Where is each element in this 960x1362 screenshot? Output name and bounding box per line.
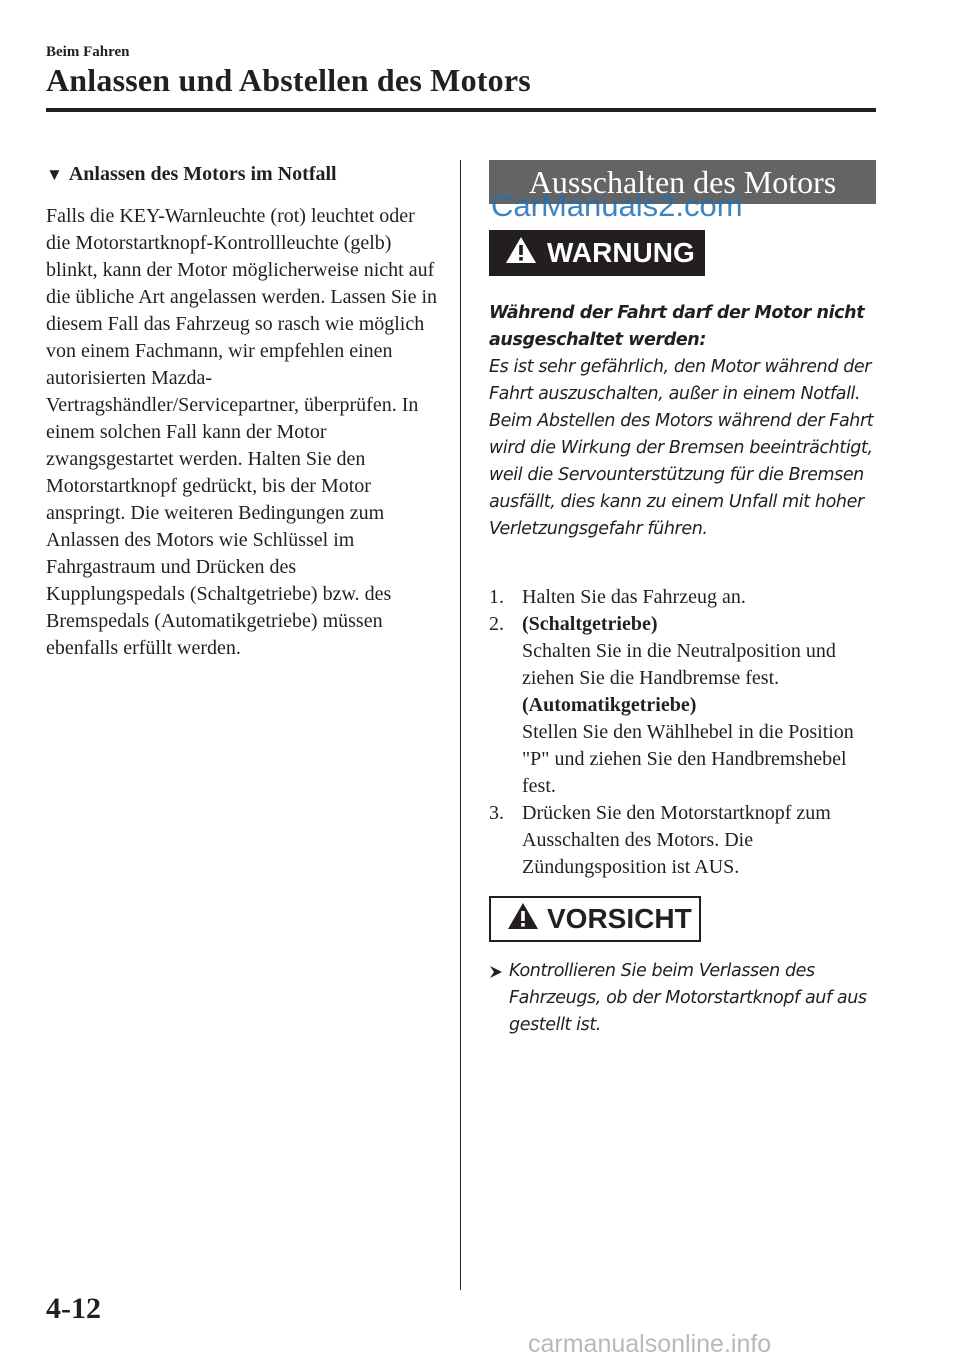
chapter-label: Beim Fahren <box>46 44 130 60</box>
list-item <box>489 800 884 881</box>
section-title-banner: Ausschalten des Motors <box>489 160 876 204</box>
warning-label-text: WARNUNG <box>547 237 695 268</box>
caution-item <box>489 958 879 1039</box>
list-item <box>489 584 884 611</box>
section-heading-text: Anlassen des Motors im Notfall <box>68 163 337 185</box>
left-column <box>46 160 438 662</box>
step-number: 2. <box>489 613 504 635</box>
caution-triangle-icon <box>507 902 539 937</box>
body-paragraph: Falls die KEY-Warnleuchte (rot) leuchtet oder die Motorstartknopf-Kontrollleuchte (gelb) blinkt, kann der Motor möglicherweise nicht auf die übliche Art angelassen werden. Lassen Sie in diesem Fall das Fahrzeug so rasch wie möglich von einem Fachmann, wir empfehlen einen autorisierten Mazda-Vertragshändler/Servicepartner, überprüfen. In einem solchen Fall kann der Motor zwangsgestartet werden. Halten Sie den Motorstartknopf gedrückt, bis der Motor anspringt. Die weiteren Bedingungen zum Anlassen des Motors wie Schlüssel im Fahrgastraum und Drücken des Kupplungspedals (Schaltgetriebe) bzw. des Bremspedals (Automatikgetriebe) müssen ebenfalls erfüllt werden. <box>46 205 437 659</box>
warning-body: Es ist sehr gefährlich, den Motor während der Fahrt auszuschalten, außer in einem Notfall. Beim Abstellen des Motors während der Fahrt wird die Wirkung der Bremsen beeinträchtigt, weil die Servounterstützung für die Bremsen ausfällt, dies kann zu einem Unfall mit hoher Verletzungsgefahr führen. <box>489 357 874 539</box>
step-number: 1. <box>489 586 504 608</box>
bullet-arrow-icon <box>489 958 509 1039</box>
warning-text-block <box>489 300 879 543</box>
page-number: 4-12 <box>46 1292 101 1325</box>
warning-label <box>489 230 705 276</box>
manual-transmission-text: Schalten Sie in die Neutralposition und ziehen Sie die Handbremse fest. <box>522 640 836 689</box>
caution-label <box>489 896 701 942</box>
caution-label-text: VORSICHT <box>547 903 692 934</box>
automatic-transmission-text: Stellen Sie den Wählhebel in die Position "P" und ziehen Sie den Handbremshebel fest. <box>522 721 854 797</box>
automatic-transmission-label: (Automatikgetriebe) <box>522 694 697 716</box>
step-body <box>522 611 884 800</box>
step-text: Halten Sie das Fahrzeug an. <box>522 586 746 608</box>
section-heading <box>46 160 438 189</box>
footer-site-text: carmanualsonline.info <box>528 1330 772 1358</box>
watermark-text: CarManuals2.com <box>491 188 743 223</box>
page-title: Anlassen und Abstellen des Motors <box>46 62 531 98</box>
manual-transmission-label: (Schaltgetriebe) <box>522 613 658 635</box>
list-item <box>489 611 884 800</box>
warning-heading: Während der Fahrt darf der Motor nicht ausgeschaltet werden: <box>489 303 865 350</box>
title-divider <box>46 108 876 112</box>
column-divider <box>460 160 461 1290</box>
step-number: 3. <box>489 802 504 824</box>
step-text: Drücken Sie den Motorstartknopf zum Ausschalten des Motors. Die Zündungsposition ist AUS. <box>522 802 831 878</box>
triangle-marker-icon: ▼ <box>46 165 63 184</box>
steps-list <box>489 584 884 881</box>
warning-triangle-icon <box>505 236 537 271</box>
caution-text: Kontrollieren Sie beim Verlassen des Fahrzeugs, ob der Motorstartknopf auf aus gestellt ist. <box>509 961 867 1035</box>
